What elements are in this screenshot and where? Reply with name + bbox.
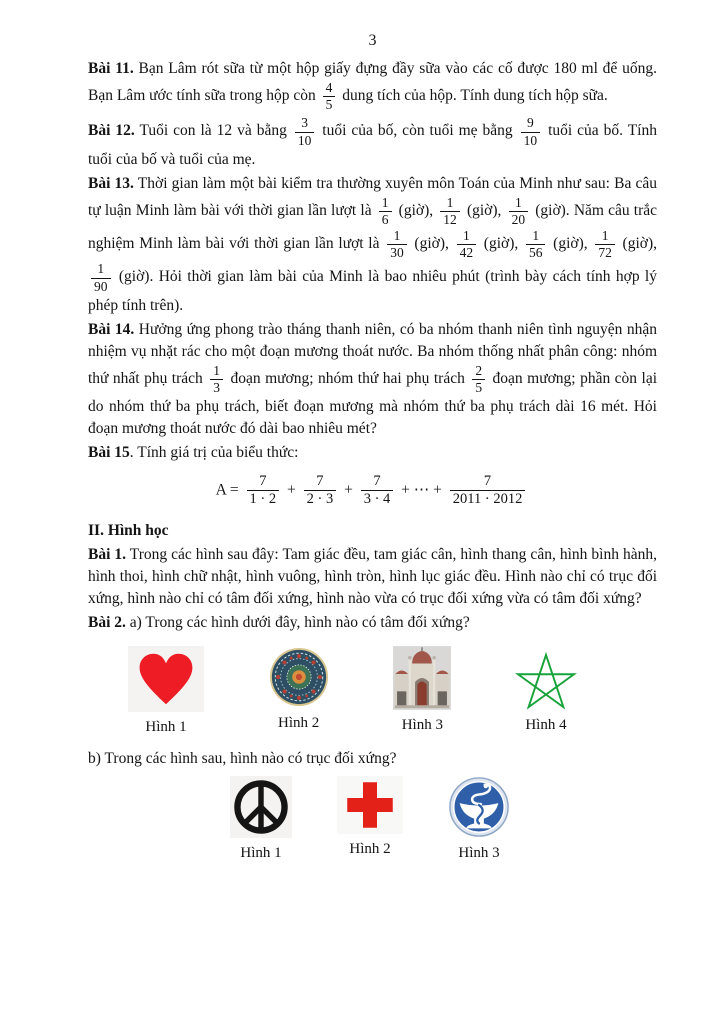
figure-row-a [128, 646, 577, 736]
exercise-bai-12: Bài 12. Tuổi con là 12 và bằng $\frac{3}{10}$ tuổi của bố, còn tuổi mẹ bằng $\frac{9}{10}$ tuổi của bố. Tính tuổi của bố và tuổi của mẹ. [88, 115, 657, 168]
section-ii-heading [88, 520, 657, 542]
peace-icon [230, 776, 292, 838]
fraction: $\frac{7}{2011 \cdot 2012}$ [450, 474, 526, 507]
figure-star [515, 646, 577, 734]
fraction: $\frac{1}{42}$ [457, 229, 477, 260]
figure-peace [230, 776, 292, 862]
mandala-icon [268, 646, 330, 708]
bold-label: Bài 13. [88, 174, 134, 192]
bold-label: Bài 1. [88, 545, 127, 563]
fraction: $\frac{7}{1 \cdot 2}$ [247, 474, 280, 507]
fraction: $\frac{7}{2 \cdot 3}$ [304, 474, 337, 507]
exercise-bai-15: Bài 15. Tính giá trị của biểu thức: [88, 444, 299, 462]
heart-icon [128, 646, 204, 712]
page-number: 3 [368, 32, 377, 49]
fraction: $\frac{9}{10}$ [521, 116, 541, 147]
exercise-bai-14: Bài 14. Hưởng ứng phong trào tháng thanh niên, có ba nhóm thanh niên tình nguyện nhận nhiệm vụ nhặt rác cho một đoạn mương thoát nước. Ba nhóm thống nhất phân công: nhóm thứ nhất phụ trách $\frac{1}{3}$ đoạn mương; nhóm thứ hai phụ trách $\frac{2}{5}$ đoạn mương; phần còn lại do nhóm thứ ba phụ trách, biết đoạn mương mà nhóm thứ ba phụ trách dài 16 mét. Hỏi đoạn mương thoát nước đó dài bao nhiêu mét? [88, 320, 658, 438]
exercise-bai-11: Bài 11. Bạn Lâm rót sữa từ một hộp giấy đựng đầy sữa vào các cố được 180 ml để uống. Bạn Lâm ước tính sữa trong hộp còn $\frac{4}{5}$ dung tích của hộp. Tính dung tích hộp sữa. [88, 60, 657, 113]
fraction: $\frac{3}{10}$ [295, 116, 315, 147]
figure-row-b [230, 776, 510, 862]
fraction: $\frac{1}{6}$ [379, 196, 392, 227]
figure-label: Hình 1 [145, 718, 187, 735]
exercise-bai-13: Bài 13. Thời gian làm một bài kiểm tra thường xuyên môn Toán của Minh như sau: Ba câu tự luận Minh làm bài với thời gian lần lượt là $\frac{1}{6}$ (giờ), $\frac{1}{12}$ (giờ), $\frac{1}{20}$ (giờ). Năm câu trắc nghiệm Minh làm bài với thời gian lần lượt là $\frac{1}{30}$ (giờ), $\frac{1}{42}$ (giờ), $\frac{1}{56}$ (giờ), $\frac{1}{72}$ (giờ), $\frac{1}{90}$ (giờ). Hỏi thời gian làm bài của Minh là bao nhiêu phút (trình bày cách tính hợp lý phép tính trên). [88, 174, 658, 314]
exercise-hinh-hoc-bai-2a: Bài 2. a) Trong các hình dưới đây, hình nào có tâm đối xứng? [88, 613, 470, 631]
figure-label: Hình 3 [458, 844, 500, 861]
fraction: $\frac{2}{5}$ [472, 364, 485, 395]
mosque-icon [393, 646, 451, 710]
pharmacy-icon [448, 776, 510, 838]
exercise-hinh-hoc-bai-1: Bài 1. Trong các hình sau đây: Tam giác đều, tam giác cân, hình thang cân, hình bình hành, hình thoi, hình chữ nhật, hình vuông, hình tròn, hình lục giác đều. Hình nào chỉ có trục đối xứng, hình nào chỉ có tâm đối xứng, hình nào vừa có trục đối xứng vừa có tâm đối xứng? [88, 545, 657, 607]
figure-red-cross [337, 776, 403, 858]
figure-label: Hình 2 [349, 840, 391, 857]
bai-15-expression: A = $\frac{7}{1 \cdot 2}$ + $\frac{7}{2 \cdot 3}$ + $\frac{7}{3 \cdot 4}$ + ⋯ + $\frac{7}{2011 \cdot 2012}$ [88, 472, 657, 509]
figure-label: Hình 1 [240, 844, 282, 861]
bold-label: Bài 15 [88, 444, 130, 462]
figure-heart [128, 646, 204, 736]
fraction: $\frac{1}{20}$ [509, 196, 529, 227]
bold-label: Bài 12. [88, 122, 135, 140]
figure-label: Hình 4 [525, 716, 567, 733]
fraction: $\frac{1}{90}$ [91, 262, 111, 293]
fraction: $\frac{1}{72}$ [595, 229, 615, 260]
figure-pharmacy [448, 776, 510, 862]
fraction: $\frac{1}{12}$ [440, 196, 460, 227]
fraction: $\frac{1}{30}$ [387, 229, 407, 260]
figure-label: Hình 2 [278, 714, 320, 731]
fraction: $\frac{4}{5}$ [323, 81, 336, 112]
fraction: $\frac{1}{3}$ [210, 364, 223, 395]
bold-label: Bài 2. [88, 613, 126, 631]
fraction: $\frac{7}{3 \cdot 4}$ [361, 474, 394, 507]
figure-mosque [393, 646, 451, 734]
bold-label: II. Hình học [88, 521, 169, 539]
bold-label: Bài 14. [88, 320, 135, 338]
red-cross-icon [337, 776, 403, 834]
question-b: b) Trong các hình sau, hình nào có trục đối xứng? [88, 749, 397, 767]
figure-label: Hình 3 [401, 716, 443, 733]
exercise-text-blocks [88, 58, 657, 634]
figure-mandala [268, 646, 330, 732]
bold-label: Bài 11. [88, 60, 134, 77]
fraction: $\frac{1}{56}$ [526, 229, 546, 260]
star-icon [515, 652, 577, 710]
